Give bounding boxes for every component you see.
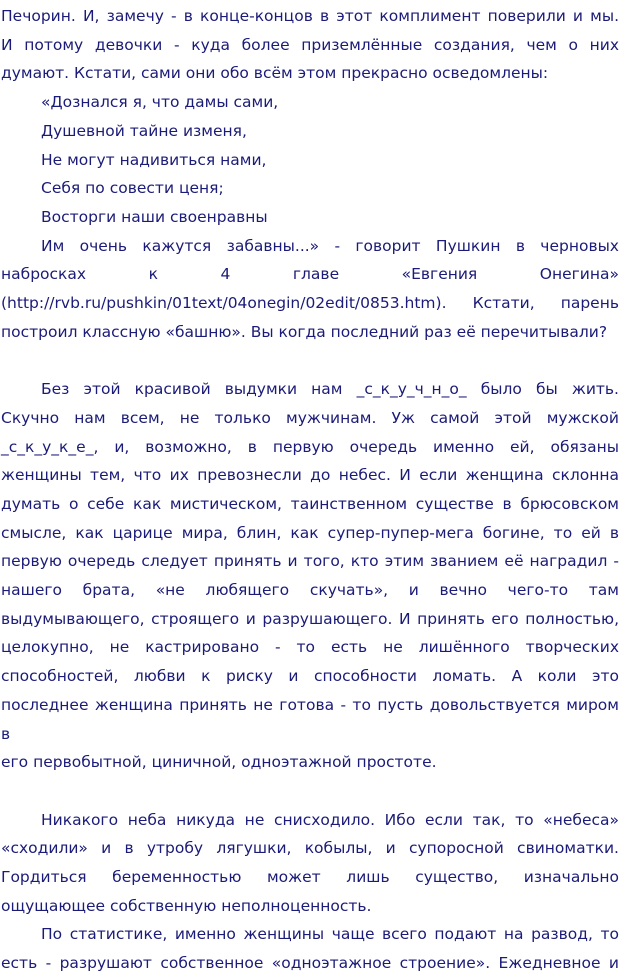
text-line: набросках к 4 главе «Евгения Онегина» — [1, 265, 619, 284]
paragraph-boredom — [1, 375, 619, 777]
verse-pushkin-quote — [1, 88, 619, 232]
text-line: думать о себе как мистическом, таинственном существе в брюсовском — [1, 494, 619, 513]
text-line: Восторги наши своенравны — [41, 207, 268, 226]
text-line: _с_к_у_к_е_, и, возможно, в первую очередь именно ей, обязаны — [1, 437, 619, 456]
text-line: нашего брата, «не любящего скучать», и вечно чего-то там — [1, 581, 619, 600]
text-line: есть - разрушают собственное «одноэтажное строение». Ежедневное и — [1, 954, 619, 973]
text-line: Скучно нам всем, не только мужчинам. Уж самой этой мужской — [1, 408, 619, 427]
text-line: первую очередь следует принять и того, кто этим званием её наградил - — [1, 552, 619, 571]
text-line: Не могут надивиться нами, — [41, 150, 267, 169]
text-line: Без этой красивой выдумки нам _с_к_у_ч_н_о_ было бы жить. — [41, 380, 619, 399]
text-line: смысле, как царице мира, блин, как супер-пупер-мега богине, то ей в — [1, 523, 619, 542]
text-line: Печорин. И, замечу - в конце-концов в этот комплимент поверили и мы. — [1, 7, 619, 25]
text-line: последнее женщина принять не готова - то пусть довольствуется миром в — [1, 695, 619, 743]
text-line: построил классную «башню». Вы когда последний раз её перечитывали? — [1, 322, 608, 341]
text-line: целокупно, не кастрировано - то есть не лишённого творческих — [1, 638, 619, 657]
text-line: По статистике, именно женщины чаще всего подают на развод, то — [41, 925, 619, 944]
text-line: способностей, любви к риску и способности ломать. А коли это — [1, 667, 619, 686]
text-line: Себя по совести ценя; — [41, 179, 224, 198]
text-content — [1, 2, 619, 978]
text-line: «сходили» и в утробу лягушки, кобылы, и супоросной свиноматки. — [1, 839, 619, 858]
text-line: ощущающее собственную неполноценность. — [1, 896, 372, 915]
paragraph-pushkin-commentary — [1, 232, 619, 347]
text-line: его первобытной, циничной, одноэтажной простоте. — [1, 753, 437, 772]
paragraph-divorce-statistics — [1, 920, 619, 977]
text-line: Им очень кажутся забавны...» - говорит Пушкин в черновых — [41, 236, 619, 255]
text-line: выдумывающего, строящего и разрушающего. И принять его полностью, — [1, 609, 619, 628]
text-line: женщины тем, что их превознесли до небес. И если женщина склонна — [1, 466, 619, 485]
text-line: Никакого неба никуда не снисходило. Ибо если так, то «небеса» — [41, 810, 619, 829]
paragraph-pechorin — [1, 2, 619, 88]
text-line: Душевной тайне изменя, — [41, 121, 247, 140]
text-line: (http://rvb.ru/pushkin/01text/04onegin/02edit/0853.htm). Кстати, парень — [1, 294, 619, 313]
paragraph-heavens — [1, 806, 619, 921]
text-line: Гордиться беременностью может лишь существо, изначально — [1, 868, 619, 887]
text-line: «Дознался я, что дамы сами, — [41, 93, 279, 112]
text-line: думают. Кстати, сами они обо всём этом прекрасно осведомлены: — [1, 64, 549, 83]
text-line: И потому девочки - куда более приземлённые создания, чем о них — [1, 35, 619, 54]
